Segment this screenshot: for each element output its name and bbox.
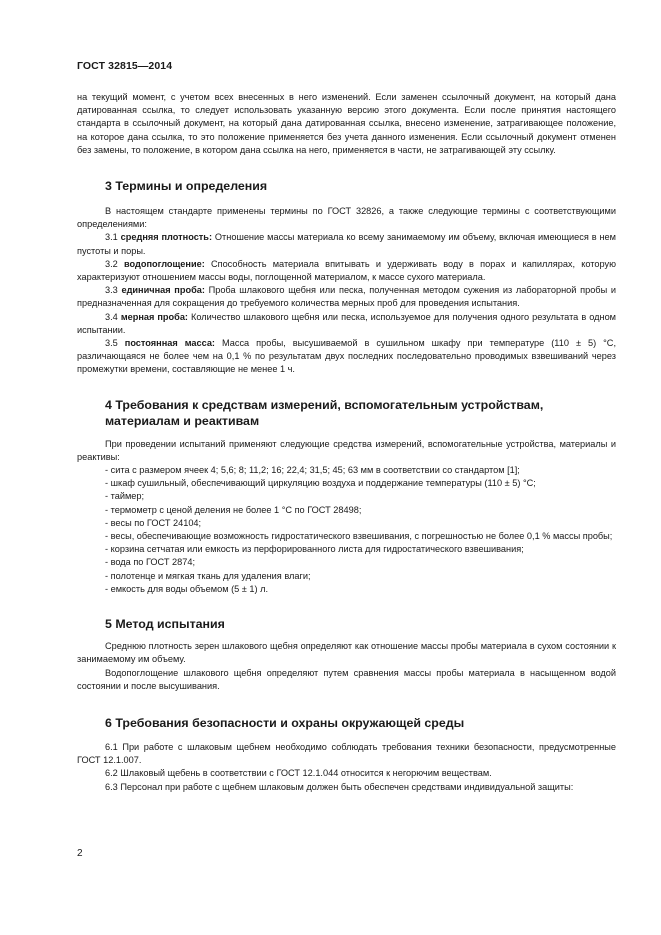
section-4-heading-line-1: 4 Требования к средствам измерений, вспомогательным устройствам, xyxy=(105,397,544,412)
section-6-paragraph: 6.1 При работе с шлаковым щебнем необходимо соблюдать требования техники безопасности, предусмотренные ГОСТ 12.1.007. xyxy=(77,741,616,766)
list-item: - таймер; xyxy=(105,491,145,502)
intro-paragraph: на текущий момент, с учетом всех внесенных в него изменений. Если заменен ссылочный документ, на который дана датированная ссылка, то следует использовать указанную версию этого документа. Если после принятия настоящего стандарта в ссылочный документ, на который дана датированная ссылка, внесено изменение, затрагивающее положение, на которое дана ссылка, то это положение применяется без учета данного изменения. Если ссылочный документ отменен без замены, то положение, в котором дана ссылка на него, применяется в части, не затрагивающей эту ссылку. xyxy=(77,92,616,155)
term-name: водопоглощение: xyxy=(123,258,205,269)
term-number: 3.5 xyxy=(105,338,125,349)
list-item: - шкаф сушильный, обеспечивающий циркуляцию воздуха и поддержание температуры (110 ± 5) °С; xyxy=(105,478,536,489)
page-content xyxy=(77,91,616,794)
page-number: 2 xyxy=(77,848,83,859)
term-definition: Отношение массы материала ко всему занимаемому им объему, включая имеющиеся в нем пустоты и поры. xyxy=(77,232,616,256)
section-6-paragraph: 6.2 Шлаковый щебень в соответствии с ГОСТ 12.1.044 относится к негорючим веществам. xyxy=(105,768,492,779)
term-3-2 xyxy=(77,258,616,284)
standard-header: ГОСТ 32815—2014 xyxy=(77,60,173,72)
term-name: единичная проба: xyxy=(121,285,205,296)
list-item: - весы по ГОСТ 24104; xyxy=(105,517,202,528)
section-3-lead: В настоящем стандарте применены термины по ГОСТ 32826, а также следующие термины с соответствующими определениями: xyxy=(77,206,616,230)
section-5-paragraph: Водопоглощение шлакового щебня определяют путем сравнения массы пробы материала в насыщенном водой состоянии и после высушивания. xyxy=(77,667,616,691)
list-item: - весы, обеспечивающие возможность гидростатического взвешивания, с погрешностью не более 0,1 % массы пробы; xyxy=(105,531,613,542)
term-3-4 xyxy=(77,311,616,337)
term-number: 3.2 xyxy=(105,258,124,269)
term-name: мерная проба: xyxy=(120,311,188,322)
section-3-heading: 3 Термины и определения xyxy=(105,179,268,194)
term-3-5 xyxy=(77,337,616,377)
section-4-heading xyxy=(77,397,616,429)
term-number: 3.4 xyxy=(105,311,121,322)
list-item: - корзина сетчатая или емкость из перфорированного листа для гидростатического взвешивания; xyxy=(105,544,524,555)
section-4-lead: При проведении испытаний применяют следующие средства измерений, вспомогательные устройства, материалы и реактивы: xyxy=(77,438,616,462)
term-number: 3.3 xyxy=(105,285,122,296)
list-item: - полотенце и мягкая ткань для удаления влаги; xyxy=(105,570,311,581)
list-item: - емкость для воды объемом (5 ± 1) л. xyxy=(105,583,269,594)
term-name: постоянная масса: xyxy=(124,338,215,349)
term-definition: Масса пробы, высушиваемой в сушильном шкафу при температуре (110 ± 5) °С, различающаяся не более чем на 0,1 % по результатам двух последних последовательно проводимых взвешиваний через промежутки времени, составляющие не менее 1 ч. xyxy=(77,338,616,375)
section-6-heading: 6 Требования безопасности и охраны окружающей среды xyxy=(105,715,465,730)
section-5-heading: 5 Метод испытания xyxy=(105,617,225,632)
section-4-heading-line-2: материалам и реактивам xyxy=(105,413,260,428)
term-definition: Проба шлакового щебня или песка, полученная методом сужения из лабораторной пробы и предназначенная для сокращения до требуемого количества мерных проб для проведения испытания. xyxy=(77,285,616,309)
list-item: - сита с размером ячеек 4; 5,6; 8; 11,2; 16; 22,4; 31,5; 45; 63 мм в соответствии со стандартом [1]; xyxy=(105,465,520,476)
term-3-1 xyxy=(77,231,616,257)
list-item: - термометр с ценой деления не более 1 °С по ГОСТ 28498; xyxy=(105,504,362,515)
section-5-paragraph: Среднюю плотность зерен шлакового щебня определяют как отношение массы пробы материала в сухом состоянии к занимаемому им объему. xyxy=(77,641,616,665)
term-definition: Способность материала впитывать и удерживать воду в порах и капиллярах, которую характеризуют отношением массы воды, поглощенной материалом, к массе сухого материала. xyxy=(77,258,617,283)
term-number: 3.1 xyxy=(105,232,121,243)
list-item: - вода по ГОСТ 2874; xyxy=(105,557,196,568)
term-definition: Количество шлакового щебня или песка, используемое для получения одного результата в одном испытании. xyxy=(77,311,616,335)
term-3-3 xyxy=(77,284,616,310)
section-6-paragraph: 6.3 Персонал при работе с щебнем шлаковым должен быть обеспечен средствами индивидуальной защиты: xyxy=(105,781,574,792)
term-name: средняя плотность: xyxy=(120,232,213,243)
